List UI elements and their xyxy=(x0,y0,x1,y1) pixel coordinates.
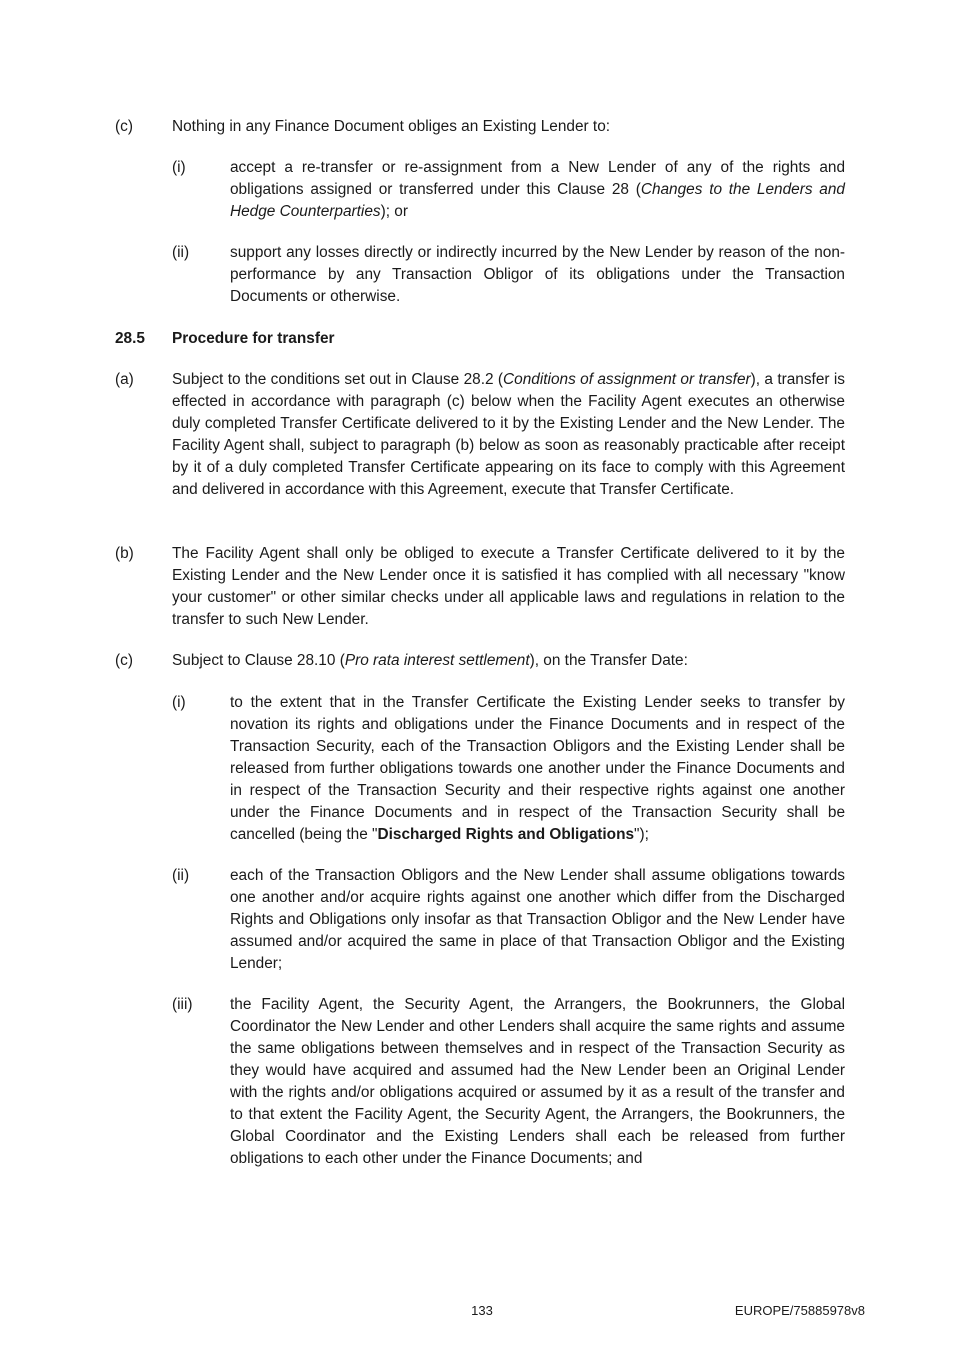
paragraph-a-transfer-effected xyxy=(115,369,845,501)
text-run: "); xyxy=(634,826,649,843)
subparagraph-c-iii-acquire-rights xyxy=(172,994,845,1170)
paragraph-label: (c) xyxy=(115,118,133,135)
page-number: 133 xyxy=(471,1303,493,1318)
subparagraph-text xyxy=(230,692,845,846)
subparagraph-text: the Facility Agent, the Security Agent, the Arrangers, the Bookrunners, the Global Coordinator the New Lender and other Lenders shall acquire the same rights and assume the same obligations between themselves and in respect of the Transaction Security as they would have acquired and assumed had the New Lender been an Original Lender with the rights and/or obligations acquired or assumed by it as a result of the transfer and to that extent the Facility Agent, the Security Agent, the Arrangers, the Bookrunners, the Global Coordinator and the Existing Lenders shall each be released from further obligations to each other under the Finance Documents; and xyxy=(230,996,845,1167)
text-run: ); or xyxy=(380,203,408,220)
clause-title-italic: Pro rata interest settlement xyxy=(344,652,530,669)
text-run: Subject to the conditions set out in Clause 28.2 ( xyxy=(172,371,504,388)
subparagraph-c-ii xyxy=(172,242,845,308)
text-run: accept a re-transfer or re-assignment from a New Lender of any of the rights and obligations assigned or transferred under this Clause 28 ( xyxy=(230,159,845,198)
paragraph-text xyxy=(172,369,845,501)
clause-title-italic: Conditions of assignment or transfer xyxy=(503,371,751,388)
subparagraph-label: (ii) xyxy=(172,867,190,884)
paragraph-text: The Facility Agent shall only be obliged to execute a Transfer Certificate delivered to it by the Existing Lender and the New Lender once it is satisfied it has complied with all necessary "know your customer" or other similar checks under all applicable laws and regulations in relation to the transfer to such New Lender. xyxy=(172,545,845,628)
paragraph-text: Nothing in any Finance Document obliges an Existing Lender to: xyxy=(172,118,611,135)
text-run: ), on the Transfer Date: xyxy=(529,652,688,669)
text-run: Subject to Clause 28.10 ( xyxy=(172,652,345,669)
document-reference: EUROPE/75885978v8 xyxy=(734,1303,865,1318)
subparagraph-c-i xyxy=(172,157,845,223)
paragraph-text xyxy=(172,650,845,672)
subparagraph-c-ii-assume-obligations xyxy=(172,865,845,975)
section-number: 28.5 xyxy=(115,330,145,347)
subparagraph-label: (iii) xyxy=(172,996,193,1013)
text-run: to the extent that in the Transfer Certificate the Existing Lender seeks to transfer by novation its rights and obligations under the Finance Documents and in respect of the Transaction Security, each of the Transaction Obligors and the Existing Lender shall be released from further obligations towards one another under the Finance Documents and in respect of the Transaction Security and their respective rights against one another under the Finance Documents and in respect of the Transaction Security shall be cancelled (being the " xyxy=(230,694,845,843)
subparagraph-c-i-novation xyxy=(172,692,845,846)
paragraph-c-transfer-date xyxy=(115,650,845,672)
subparagraph-label: (ii) xyxy=(172,244,190,261)
paragraph-b-kyc-checks xyxy=(115,543,845,631)
clause-title-italic: Changes to the Lenders and Hedge Counterparties xyxy=(230,181,845,220)
subparagraph-label: (i) xyxy=(172,694,186,711)
subparagraph-text: each of the Transaction Obligors and the New Lender shall assume obligations towards one another and/or acquire rights against one another which differ from the Discharged Rights and Obligations only insofar as that Transaction Obligor and the New Lender have assumed and/or acquired the same in place of that Transaction Obligor and the Existing Lender; xyxy=(230,867,845,972)
paragraph-label: (b) xyxy=(115,545,134,562)
section-title: Procedure for transfer xyxy=(172,330,335,347)
subparagraph-label: (i) xyxy=(172,159,186,176)
defined-term-bold: Discharged Rights and Obligations xyxy=(377,826,635,843)
paragraph-c-no-obligation xyxy=(115,116,845,138)
subparagraph-text: support any losses directly or indirectly incurred by the New Lender by reason of the non-performance by any Transaction Obligor of its obligations under the Transaction Documents or otherwise. xyxy=(230,244,845,305)
text-run: ), a transfer is effected in accordance with paragraph (c) below when the Facility Agent executes an otherwise duly completed Transfer Certificate delivered to it by the Existing Lender and the New Lender. The Facility Agent shall, subject to paragraph (b) below as soon as reasonably practicable after receipt by it of a duly completed Transfer Certificate appearing on its face to comply with this Agreement and delivered in accordance with this Agreement, execute that Transfer Certificate. xyxy=(172,371,845,498)
subparagraph-text xyxy=(230,157,845,223)
paragraph-label: (c) xyxy=(115,652,133,669)
paragraph-label: (a) xyxy=(115,371,134,388)
